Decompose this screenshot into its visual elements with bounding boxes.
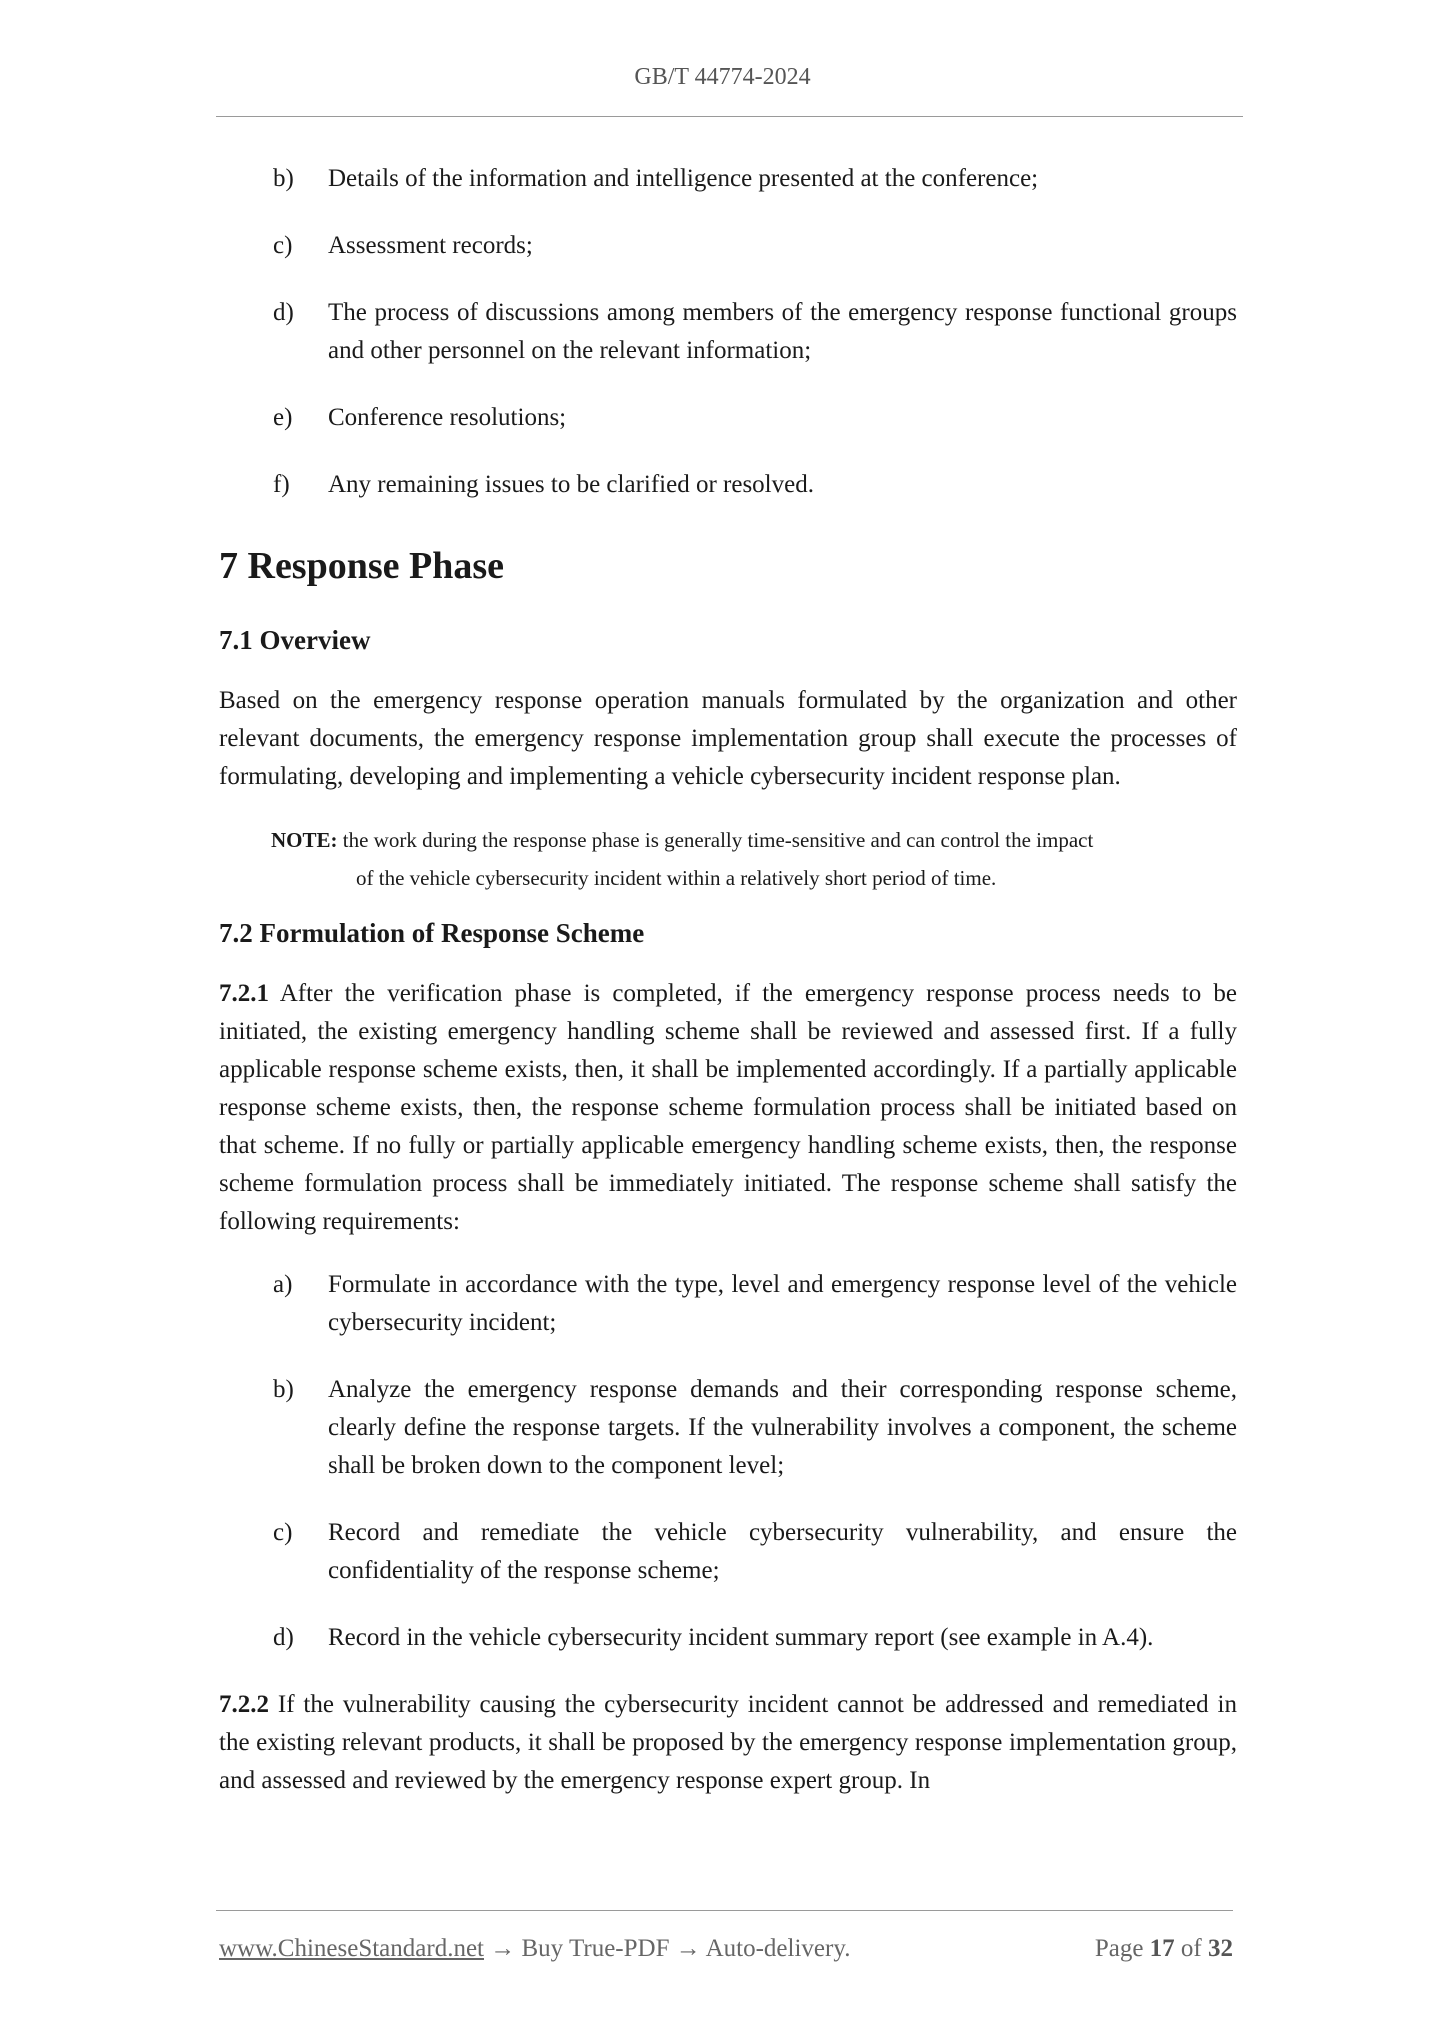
list-item-label: d)	[273, 1624, 294, 1651]
list-item-label: d)	[273, 299, 294, 326]
note-block	[271, 821, 1237, 897]
list-item-text: The process of discussions among members of the emergency response functional groups and other personnel on the relevant information;	[328, 299, 1237, 364]
buy-text: Buy True-PDF	[521, 1935, 670, 1962]
list-item	[219, 160, 1237, 198]
total-pages: 32	[1208, 1935, 1233, 1962]
paragraph	[219, 975, 1237, 1241]
of-word: of	[1180, 1935, 1202, 1962]
paragraph: Based on the emergency response operation manuals formulated by the organization and other relevant documents, the emergency response implementation group shall execute the processes of formulating, developing and implementing a vehicle cybersecurity incident response plan.	[219, 687, 1237, 790]
site-link[interactable]: www.ChineseStandard.net	[219, 1935, 484, 1962]
list-item-text: Analyze the emergency response demands and their corresponding response scheme, clearly define the response targets. If the vulnerability involves a component, the scheme shall be broken down to the component level;	[328, 1376, 1237, 1479]
list-item-text: Details of the information and intelligence presented at the conference;	[328, 165, 1039, 192]
list-item	[219, 1371, 1237, 1485]
clause-number: 7.2.2	[219, 1691, 269, 1718]
arrow-icon: →	[675, 1935, 701, 1962]
section-heading: 7 Response Phase	[219, 545, 505, 587]
list-item-text: Record and remediate the vehicle cybersecurity vulnerability, and ensure the confidentiality of the response scheme;	[328, 1519, 1237, 1584]
note-label: NOTE:	[271, 828, 338, 852]
list-item	[219, 227, 1237, 265]
list-item-label: e)	[273, 404, 293, 431]
current-page: 17	[1149, 1935, 1175, 1962]
list-item-text: Formulate in accordance with the type, level and emergency response level of the vehicle cybersecurity incident;	[328, 1271, 1237, 1336]
subsection-heading: 7.1 Overview	[219, 625, 371, 655]
list-item-label: f)	[273, 471, 290, 498]
footer-divider	[216, 1910, 1233, 1911]
paragraph	[219, 1686, 1237, 1800]
list-item-text: Conference resolutions;	[328, 404, 567, 431]
list-item-text: Record in the vehicle cybersecurity incident summary report (see example in A.4).	[328, 1624, 1154, 1651]
list-item-label: c)	[273, 1519, 293, 1546]
list-item-label: c)	[273, 232, 293, 259]
arrow-icon: →	[490, 1935, 516, 1962]
clause-text: If the vulnerability causing the cybersecurity incident cannot be addressed and remediated in the existing relevant products, it shall be proposed by the emergency response implementation group, and assessed and reviewed by the emergency response expert group. In	[219, 1691, 1237, 1794]
list-item-label: b)	[273, 165, 294, 192]
footer-left	[219, 1935, 850, 1963]
page-word: Page	[1094, 1935, 1144, 1962]
list-item-label: b)	[273, 1376, 294, 1403]
list-item	[219, 1266, 1237, 1342]
subsection-heading: 7.2 Formulation of Response Scheme	[219, 918, 645, 948]
list-item	[219, 1619, 1237, 1657]
clause-text: After the verification phase is completed, if the emergency response process needs to be initiated, the existing emergency handling scheme shall be reviewed and assessed first. If a fully applicable response scheme exists, then, it shall be implemented accordingly. If a partially applicable response scheme exists, then, the response scheme formulation process shall be initiated based on that scheme. If no fully or partially applicable emergency handling scheme exists, then, the response scheme formulation process shall be immediately initiated. The response scheme shall satisfy the following requirements:	[219, 980, 1237, 1235]
list-item	[219, 1514, 1237, 1590]
list-item-label: a)	[273, 1271, 293, 1298]
clause-number: 7.2.1	[219, 980, 269, 1007]
list-item-text: Any remaining issues to be clarified or resolved.	[328, 471, 814, 498]
page-footer	[219, 1932, 1233, 1966]
list-item	[219, 466, 1237, 504]
document-header-title: GB/T 44774-2024	[634, 64, 811, 90]
page-number	[1095, 1935, 1233, 1963]
list-item	[219, 294, 1237, 370]
note-continuation: of the vehicle cybersecurity incident within a relatively short period of time.	[356, 866, 997, 890]
header-divider	[216, 116, 1243, 117]
note-text: the work during the response phase is generally time-sensitive and can control the impact	[342, 828, 1094, 852]
note-first-line	[271, 821, 1237, 859]
page-content	[219, 160, 1237, 1825]
list-item-text: Assessment records;	[328, 232, 533, 259]
delivery-text: Auto-delivery.	[705, 1935, 851, 1962]
list-item	[219, 399, 1237, 437]
